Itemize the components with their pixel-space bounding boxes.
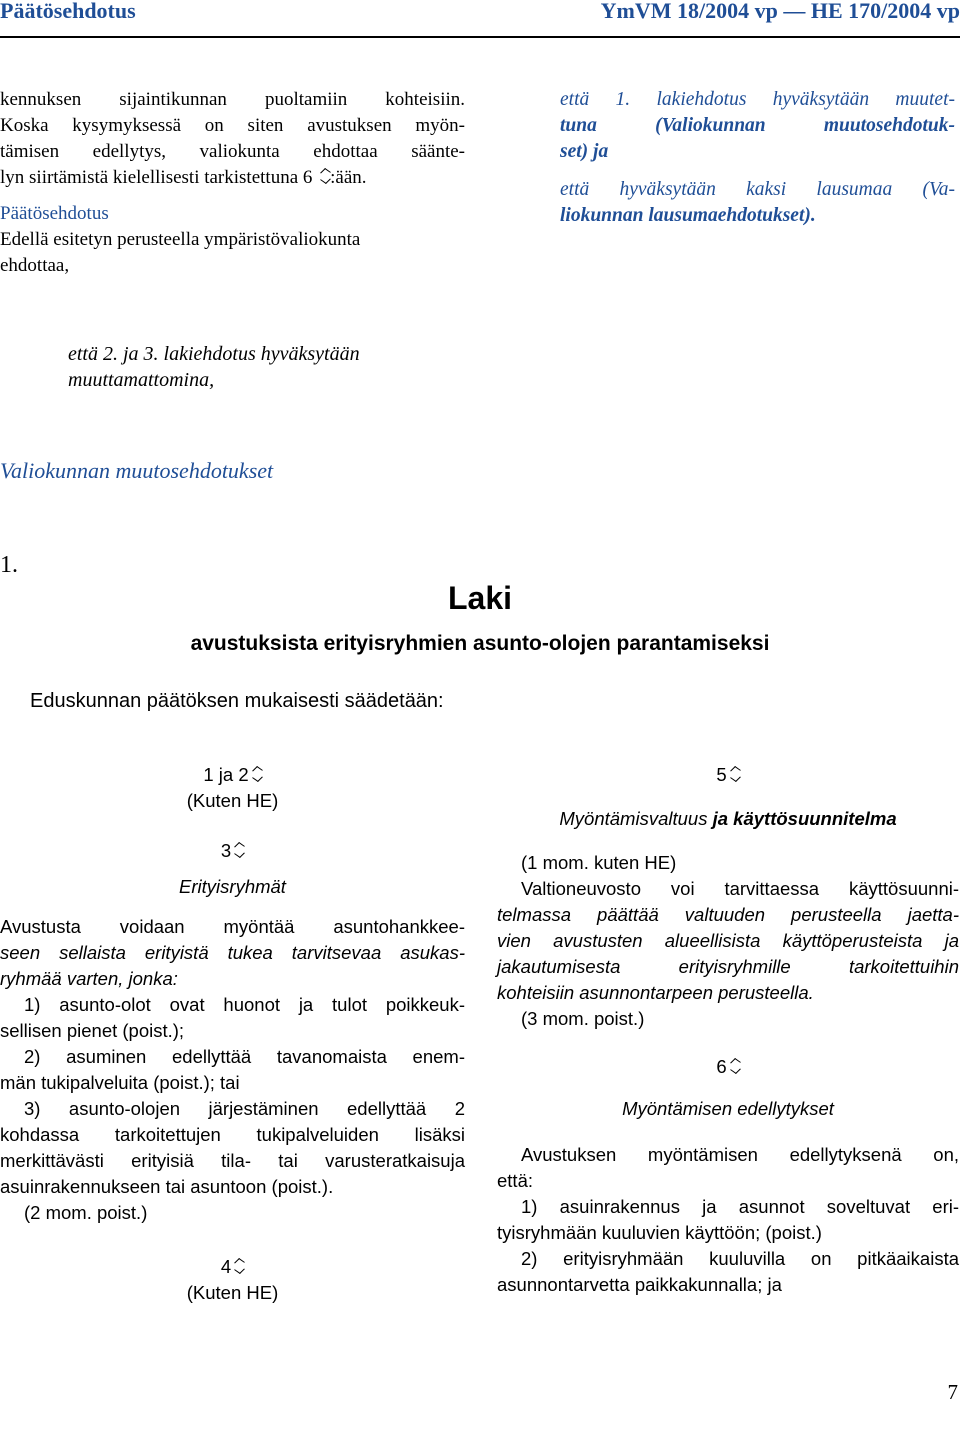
proposal-item-line: että 1. lakiehdotus hyväksytään muutet- — [560, 89, 955, 110]
section-6-heading — [497, 1054, 959, 1080]
section-5-line: telmassa päättää valtuuden perusteella jaetta- — [497, 904, 959, 925]
section-4-heading — [0, 1254, 465, 1280]
page-number: 7 — [947, 1380, 958, 1404]
section-number: 5 — [716, 764, 727, 785]
section-number: 1 ja 2 — [203, 764, 249, 785]
section-5-title — [497, 806, 959, 832]
section-5-line: (3 mom. poist.) — [521, 1008, 645, 1029]
proposal-line: Edellä esitetyn perusteella ympäristövaliokunta — [0, 229, 361, 250]
section-3-line: Avustusta voidaan myöntää asuntohankkee- — [0, 916, 465, 937]
law-enactment: Eduskunnan päätöksen mukaisesti säädetään: — [30, 690, 444, 712]
section-3-line: (2 mom. poist.) — [24, 1202, 148, 1223]
proposal-heading: Päätösehdotus — [0, 203, 109, 224]
section-number: 4 — [220, 1256, 232, 1277]
proposal-item-line: liokunnan lausumaehdotukset). — [560, 205, 816, 226]
section-sign-icon — [321, 169, 330, 183]
section-6-line: asunnontarvetta paikkakunnalla; ja — [497, 1274, 782, 1295]
section-6-line: 1) asuinrakennus ja asunnot soveltuvat eri- — [521, 1196, 959, 1217]
section-3-line: seen sellaista erityistä tukea tarvitsevaa asukas- — [0, 942, 465, 963]
section-1-2-note: (Kuten HE) — [186, 790, 279, 811]
section-5-line: kohteisiin asunnontarpeen perusteella. — [497, 982, 814, 1003]
section-sign-icon — [235, 1259, 244, 1273]
section-5-title-part: Myöntämisvaltuus — [559, 808, 708, 829]
law-subtitle: avustuksista erityisryhmien asunto-olojen parantamiseksi — [190, 632, 770, 655]
amendments-heading: Valiokunnan muutosehdotukset — [0, 458, 274, 483]
section-3-line: 3) asunto-olojen järjestäminen edellyttää 2 — [24, 1098, 465, 1119]
section-3-line: 1) asunto-olot ovat huonot ja tulot poikkeuk- — [24, 994, 465, 1015]
proposal-item-line: tuna (Valiokunnan muutosehdotuk- — [560, 115, 955, 136]
section-sign-icon — [253, 767, 262, 781]
intro-right-column — [560, 87, 955, 229]
section-5-line: Valtioneuvosto voi tarvittaessa käyttösuunni- — [521, 878, 959, 899]
section-3-line: asuinrakennukseen tai asuntoon (poist.). — [0, 1176, 334, 1197]
section-3-line: 2) asuminen edellyttää tavanomaista enem- — [24, 1046, 465, 1067]
intro-line: kennuksen sijaintikunnan puoltamiin kohteisiin. — [0, 89, 465, 110]
proposal-item-line: muuttamattomina, — [68, 369, 215, 391]
proposal-line: ehdottaa, — [0, 255, 70, 276]
section-3-line: sellisen pienet (poist.); — [0, 1020, 185, 1041]
law-title: Laki — [447, 580, 513, 616]
section-5-line: jakautumisesta erityisryhmille tarkoitettuihin — [497, 956, 959, 977]
section-3-line: män tukipalveluita (poist.); tai — [0, 1072, 240, 1093]
section-5-line: vien avustusten alueellisista käyttöperusteista ja — [497, 930, 959, 951]
header-rule — [0, 36, 960, 38]
section-3-line: merkittävästi erityisiä tila- tai varusteratkaisuja — [0, 1150, 465, 1171]
intro-left-column: kennuksen sijaintikunnan puoltamiin kohteisiin. Koska kysymyksessä on siten avustuksen myön- tämisen edellytys, valiokunta ehdottaa säänte- lyn siirtämistä kielellisesti tarkistettuna 6 :ään. Päätösehdotus Edellä esitetyn perusteella ympäristövaliokunta ehdottaa, — [0, 87, 465, 279]
section-5-heading — [497, 762, 959, 788]
section-3-title: Erityisryhmät — [179, 876, 286, 897]
section-3-line: ryhmää varten, jonka: — [0, 968, 178, 989]
section-6-line: Avustuksen myöntämisen edellytyksenä on, — [521, 1144, 959, 1165]
section-sign-icon — [731, 1059, 740, 1073]
section-sign-icon — [731, 767, 740, 781]
section-5-line: (1 mom. kuten HE) — [521, 852, 677, 873]
section-4-note: (Kuten HE) — [186, 1282, 279, 1303]
running-header-right: YmVM 18/2004 vp — HE 170/2004 vp — [600, 0, 960, 23]
section-6-line: 2) erityisryhmään kuuluvilla on pitkäaikaista — [521, 1248, 959, 1269]
proposal-item-line: set) ja — [560, 141, 609, 162]
section-6-title: Myöntämisen edellytykset — [622, 1098, 834, 1119]
section-number: 6 — [716, 1056, 727, 1077]
law-number: 1. — [0, 552, 18, 578]
section-1-2-heading — [0, 762, 465, 788]
intro-line: tämisen edellytys, valiokunta ehdottaa säänte- — [0, 141, 465, 162]
intro-line: Koska kysymyksessä on siten avustuksen myön- — [0, 115, 465, 136]
section-5-title-part: ja käyttösuunnitelma — [712, 808, 897, 829]
proposal-item-line: että 2. ja 3. lakiehdotus hyväksytään — [68, 343, 360, 365]
statute-left-column — [0, 762, 465, 1306]
section-sign-icon — [235, 843, 244, 857]
section-6-line: tyisryhmään kuuluvien käyttöön; (poist.) — [497, 1222, 822, 1243]
section-6-line: että: — [497, 1170, 533, 1191]
section-number: 3 — [220, 840, 232, 861]
section-3-heading — [0, 838, 465, 864]
section-3-line: kohdassa tarkoitettujen tukipalveluiden lisäksi — [0, 1124, 465, 1145]
proposal-item-line: että hyväksytään kaksi lausumaa (Va- — [560, 179, 955, 200]
proposal-item-unchanged — [68, 341, 468, 393]
running-header-left: Päätösehdotus — [0, 0, 136, 23]
statute-right-column — [497, 762, 959, 1298]
